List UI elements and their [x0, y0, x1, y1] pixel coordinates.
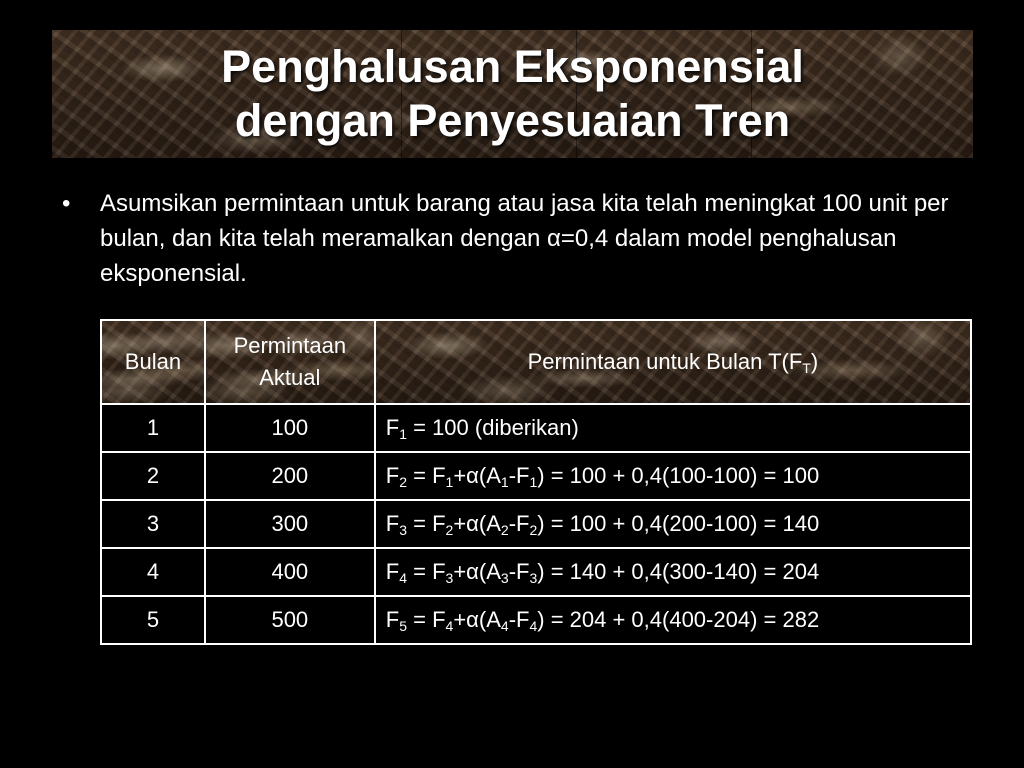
cell-actual-demand: 300: [205, 500, 375, 548]
cell-forecast-formula: $F_5 = F_4+\alpha(A_4-F_4) = 204 + 0,4(400-204) = 282$: [375, 596, 971, 644]
table-row: [101, 500, 971, 548]
bullet-text: Asumsikan permintaan untuk barang atau jasa kita telah meningkat 100 unit per bulan, dan kita telah meramalkan dengan α=0,4 dalam model penghalusan eksponensial.: [100, 190, 949, 287]
cell-actual-demand: 400: [205, 548, 375, 596]
cell-forecast-formula: $F_1 = 100$ (diberikan): [375, 404, 971, 452]
bullet-point: [62, 186, 962, 291]
cell-month: 2: [101, 452, 205, 500]
cell-month: 5: [101, 596, 205, 644]
cell-forecast-formula: $F_3 = F_2+\alpha(A_2-F_2) = 100 + 0,4(200-100) = 140$: [375, 500, 971, 548]
forecast-table: [100, 319, 972, 645]
title-banner: [52, 30, 973, 158]
bullet-icon: •: [62, 190, 71, 217]
cell-month: 1: [101, 404, 205, 452]
table-row: [101, 404, 971, 452]
table-header-row: [101, 320, 971, 404]
table-body: [101, 404, 971, 644]
cell-forecast-formula: $F_2 = F_1+\alpha(A_1-F_1) = 100 + 0,4(100-100) = 100$: [375, 452, 971, 500]
table-row: [101, 452, 971, 500]
cell-actual-demand: 500: [205, 596, 375, 644]
header-month: Bulan: [101, 320, 205, 404]
slide-title-line-1: Penghalusan Eksponensial: [221, 41, 804, 92]
table-row: [101, 548, 971, 596]
cell-month: 4: [101, 548, 205, 596]
table-row: [101, 596, 971, 644]
cell-actual-demand: 200: [205, 452, 375, 500]
header-forecast: Permintaan untuk Bulan $T(F_T)$: [375, 320, 971, 404]
cell-actual-demand: 100: [205, 404, 375, 452]
header-actual-line-2: Aktual: [259, 365, 321, 390]
cell-forecast-formula: $F_4 = F_3+\alpha(A_3-F_3) = 140 + 0,4(300-140) = 204$: [375, 548, 971, 596]
header-actual-line-1: Permintaan: [233, 333, 347, 358]
slide-title-line-2: dengan Penyesuaian Tren: [234, 95, 791, 146]
header-actual-demand: [205, 320, 375, 404]
cell-month: 3: [101, 500, 205, 548]
